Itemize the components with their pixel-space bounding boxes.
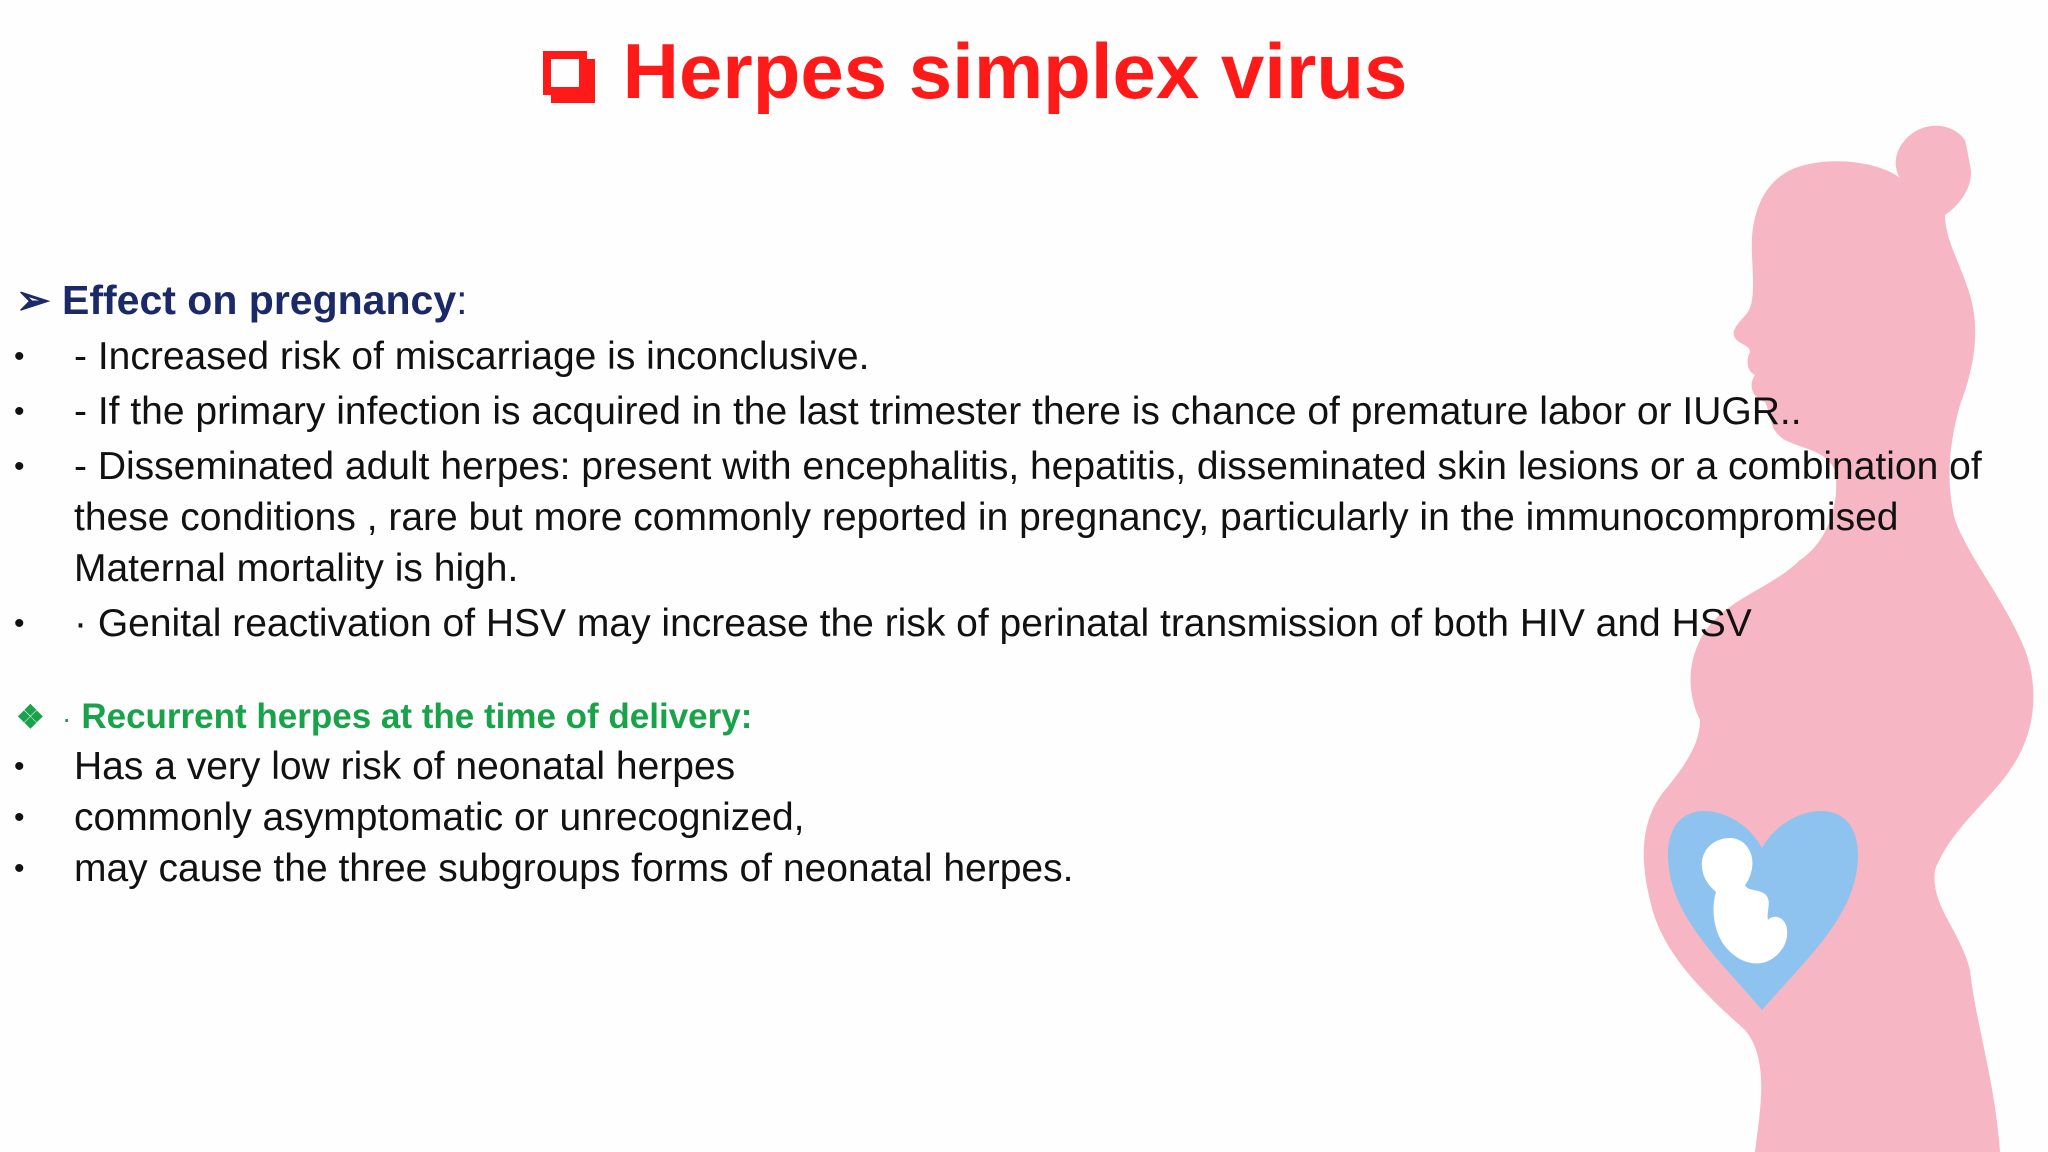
effect-heading-colon: : bbox=[456, 277, 468, 323]
list-item-text: - Increased risk of miscarriage is inconclusive. bbox=[74, 335, 870, 378]
list-item bbox=[0, 386, 1990, 437]
recurrent-heading-dot: · bbox=[62, 703, 72, 734]
list-item-text: may cause the three subgroups forms of neonatal herpes. bbox=[74, 847, 1074, 890]
list-item-text: Has a very low risk of neonatal herpes bbox=[74, 745, 736, 788]
bullet-icon: • bbox=[14, 395, 25, 428]
bullet-icon: • bbox=[14, 450, 25, 483]
bullet-icon: • bbox=[14, 801, 25, 834]
bullet-icon: • bbox=[14, 750, 25, 783]
effect-list bbox=[0, 331, 1990, 653]
list-item-text: commonly asymptomatic or unrecognized, bbox=[74, 796, 805, 839]
list-item-text: · Genital reactivation of HSV may increase the risk of perinatal transmission of both HIV and HSV bbox=[74, 602, 1752, 645]
recurrent-heading-text: Recurrent herpes at the time of delivery: bbox=[81, 697, 753, 736]
recurrent-heading bbox=[16, 697, 752, 737]
list-item bbox=[0, 441, 1990, 594]
effect-heading-text: Effect on pregnancy bbox=[62, 277, 457, 323]
checkbox-square-icon bbox=[543, 51, 587, 95]
list-item bbox=[0, 741, 1500, 792]
list-item bbox=[0, 331, 1990, 382]
list-item-text: - Disseminated adult herpes: present with encephalitis, hepatitis, disseminated skin lesions or a combination of these conditions , rare but more commonly reported in pregnancy, particularly in the immunocompromised Maternal mortality is high. bbox=[74, 445, 1982, 590]
arrow-bullet-icon: ➢ bbox=[16, 277, 51, 323]
bullet-icon: • bbox=[14, 607, 25, 640]
recurrent-list bbox=[0, 741, 1500, 894]
effect-heading bbox=[16, 276, 468, 324]
slide-title bbox=[0, 27, 1950, 115]
list-item bbox=[0, 598, 1990, 649]
slide-title-text: Herpes simplex virus bbox=[622, 27, 1408, 115]
diamond-bullet-icon: ❖ bbox=[16, 699, 45, 735]
list-item bbox=[0, 843, 1500, 894]
bullet-icon: • bbox=[14, 340, 25, 373]
list-item-text: - If the primary infection is acquired in the last trimester there is chance of premature labor or IUGR.. bbox=[74, 390, 1802, 433]
list-item bbox=[0, 792, 1500, 843]
bullet-icon: • bbox=[14, 852, 25, 885]
